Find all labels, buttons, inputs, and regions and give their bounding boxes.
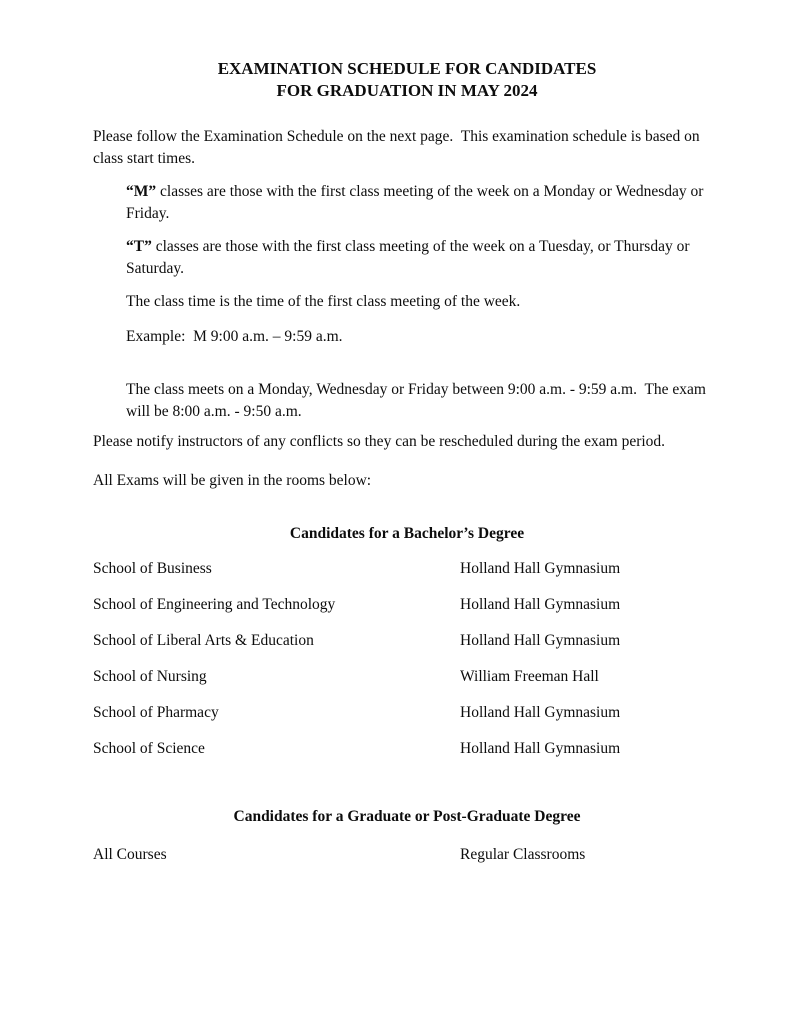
school-name: All Courses xyxy=(93,846,167,863)
room-location: Holland Hall Gymnasium xyxy=(460,596,621,613)
example-paragraph: Example: M 9:00 a.m. – 9:59 a.m. xyxy=(126,328,343,345)
m-classes-paragraph xyxy=(126,181,721,225)
graduate-section-heading: Candidates for a Graduate or Post-Graduate Degree xyxy=(233,808,581,825)
room-location: Holland Hall Gymnasium xyxy=(460,740,621,757)
rooms-intro-paragraph: All Exams will be given in the rooms below: xyxy=(93,472,372,489)
example-detail-paragraph: The class meets on a Monday, Wednesday or Friday between 9:00 a.m. - 9:59 a.m. The exam will be 8:00 a.m. - 9:50 a.m. xyxy=(126,381,710,420)
room-row-liberal-arts xyxy=(93,630,721,652)
school-name: School of Engineering and Technology xyxy=(93,596,336,613)
room-row-nursing xyxy=(93,666,721,688)
room-location: Holland Hall Gymnasium xyxy=(460,632,621,649)
room-location: William Freeman Hall xyxy=(460,668,599,685)
room-row-pharmacy xyxy=(93,702,721,724)
m-classes-text: classes are those with the first class meeting of the week on a Monday or Wednesday or Friday. xyxy=(126,183,708,222)
school-name: School of Nursing xyxy=(93,668,207,685)
room-row-business xyxy=(93,558,721,580)
t-classes-paragraph xyxy=(126,236,721,280)
t-class-code: “T” xyxy=(126,238,152,255)
room-location: Holland Hall Gymnasium xyxy=(460,560,621,577)
school-name: School of Pharmacy xyxy=(93,704,219,721)
room-row-all-courses xyxy=(93,844,721,866)
school-name: School of Liberal Arts & Education xyxy=(93,632,314,649)
intro-paragraph: Please follow the Examination Schedule on the next page. This examination schedule is based on class start times. xyxy=(93,128,704,167)
school-name: School of Science xyxy=(93,740,205,757)
room-row-engineering xyxy=(93,594,721,616)
t-classes-text: classes are those with the first class meeting of the week on a Tuesday, or Thursday or Saturday. xyxy=(126,238,694,277)
notify-paragraph: Please notify instructors of any conflicts so they can be rescheduled during the exam period. xyxy=(93,433,666,450)
class-time-paragraph: The class time is the time of the first class meeting of the week. xyxy=(126,293,521,310)
document-title-line1: EXAMINATION SCHEDULE FOR CANDIDATES xyxy=(217,59,597,78)
bachelor-section-heading: Candidates for a Bachelor’s Degree xyxy=(289,525,525,542)
document-title-line2: FOR GRADUATION IN MAY 2024 xyxy=(276,81,538,100)
room-row-science xyxy=(93,738,721,760)
room-location: Holland Hall Gymnasium xyxy=(460,704,621,721)
document-title xyxy=(93,58,721,102)
m-class-code: “M” xyxy=(126,183,157,200)
room-location: Regular Classrooms xyxy=(460,846,586,863)
school-name: School of Business xyxy=(93,560,212,577)
